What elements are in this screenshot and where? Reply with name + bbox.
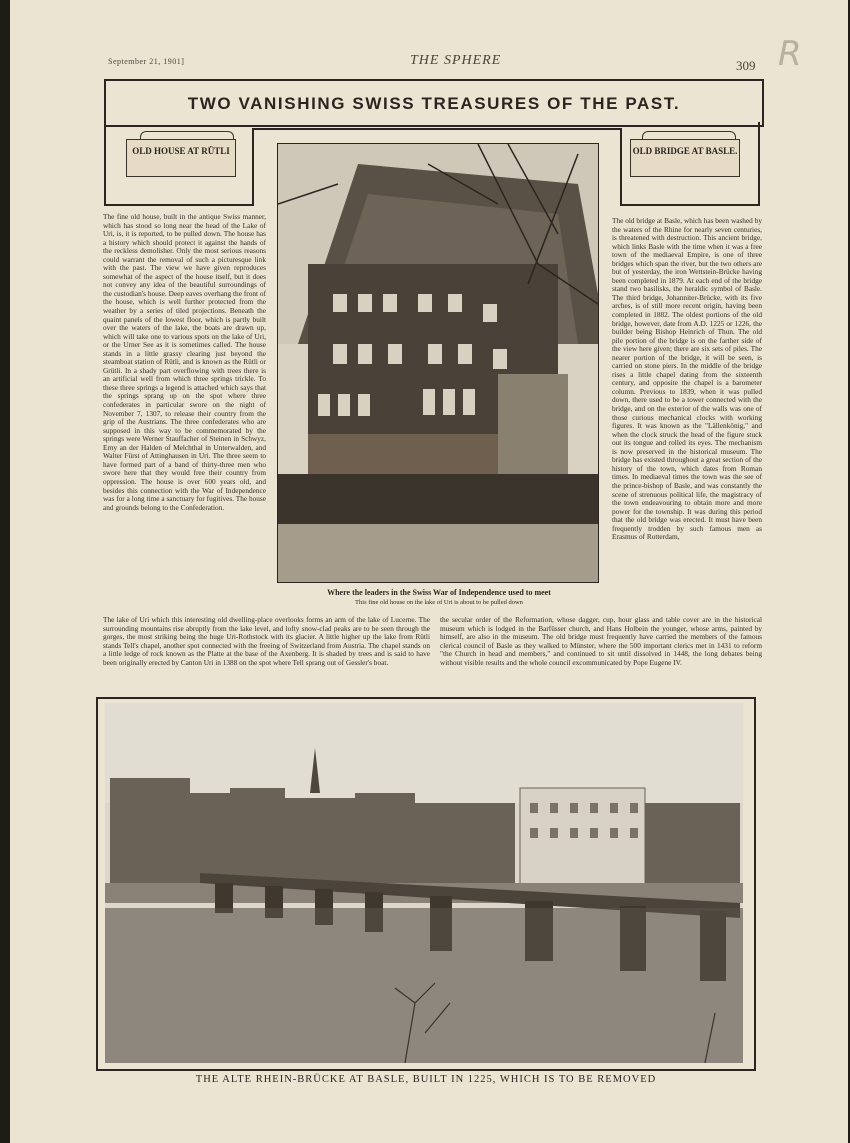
column-text: The fine old house, built in the antique Swiss manner, which has stood so long near the head of the Lake of Uri, is, it is reported, to be pulled down. The house has a history which should protect it against the hands of the reckless demolisher. Only the most serious reasons could warrant the removal of such a picturesque link with the past. The view we have given reproduces somewhat of the aspect of the house itself, but it does not convey any idea of the beautiful surroundings of the custodian's house. Deep eaves overhang the front of the house, which is well further protected from the weather by a series of tiled projections. Beneath the quaint panels of the lowest floor, which is partly built over the waters of the lake, the boats are drawn up, which will take one to various spots on the lake of Uri, or the Urner See as it is sometimes called. The house stands in a little grassy clearing just beyond the steamboat station of Rütli, and is known as the Rütli or Grütli. In a shady part overflowing with trees there is an artificial well from which three springs trickle. To these three springs a legend is attached which says that the springs sprang up on the spot where three confederates in particular swore on the night of November 7, 1307, to release their country from the grip of the Austrians. The three confederates who are supposed in this way to be commemorated by the springs were Werner Stauffacher of Steinen in Schwyz, Erny an der Halden of Melchthal in Unterwalden, and Walter Fürst of Attinghausen in Uri. The three seem to have formed part of a band of thirty-three men who swore here that they would free their country from oppression. The house is over 600 years old, and besides this connection with the War of Independence was for a long time a sanctuary for fugitives. The house and grounds belong to the Confederation. bbox=[103, 213, 266, 512]
article-column-right bbox=[612, 217, 762, 619]
house-subcaption: This fine old house on the lake of Uri is about to be pulled down bbox=[355, 599, 523, 606]
article-lower-left bbox=[103, 616, 430, 692]
article-column-left bbox=[103, 213, 266, 615]
house-photograph bbox=[277, 143, 599, 583]
column-text: The old bridge at Basle, which has been washed by the waters of the Rhine for nearly seven centuries, is threatened with destruction. This ancient bridge, which links Basle with the time when it was a free town of the mediaeval Empire, is one of three bridges which span the river, but the two others are but of yesterday, the iron Wettstein-Brücke having been completed in 1879. At each end of the bridge stand two basilisks, the heraldic symbol of Basle. The third bridge, Johanniter-Brücke, with its five arches, is of still more recent origin, having been completed in 1882. The oldest portions of the old bridge, however, date from A.D. 1225 or 1226, the builder being Bishop Heinrich of Thun. The old pile portion of the bridge is on the farther side of the view here given; there are six sets of piles. The nearer portion of the bridge, it will be seen, is carried on stone piers. In the middle of the bridge rises a little chapel dating from the sixteenth century, and opposite the chapel is a barometer column. Previous to 1839, when it was pulled down, there used to be a tower connected with the bridge, and on the exterior of the walls was one of those curious mechanical clocks with working figures. It was known as the "Lällenkönig," and when the clock struck the head of the figure stuck out its tongue and rolled its eyes. The mechanism is now preserved in the historical museum. The bridge has existed throughout a great section of the history of the town, which dates from Roman times. In mediaeval times the town was the see of the prince-bishop of Basle, and was constantly the scene of strenuous political life, the magistracy of the town endeavouring to obtain more and more power for the township. It was during this period that the old bridge was erected. It must have been frequently trodden by such famous men as Erasmus of Rotterdam, bbox=[612, 217, 762, 542]
bridge-illustration bbox=[105, 703, 743, 1063]
page-title: TWO VANISHING SWISS TREASURES OF THE PAST. bbox=[187, 94, 681, 113]
column-text: The lake of Uri which this interesting old dwelling-place overlooks forms an arm of the lake of Lucerne. The surrounding mountains rise abruptly from the lake level, and lofty snow-clad peaks are to be seen through the gorges, the most striking being the huge Uri-Rothstock with its glacier. A little higher up the lake from Rütli stands Tell's chapel, another spot connected with the freeing of Switzerland from Austria. The chapel stands on a little ledge of rock known as the Platte at the base of the Axenberg. It is shaded by trees and is said to have been originally erected by Canton Uri in 1388 on the spot where Tell sprang out of Gessler's boat. bbox=[103, 616, 430, 667]
plaque-old-house: OLD HOUSE AT RÜTLI bbox=[126, 139, 236, 177]
frame-rule bbox=[758, 122, 760, 205]
pencil-annotation: R bbox=[778, 34, 802, 74]
frame-rule bbox=[620, 204, 760, 206]
frame-rule bbox=[252, 128, 622, 130]
issue-date: September 21, 1901] bbox=[108, 57, 185, 66]
article-lower-right bbox=[440, 616, 762, 692]
plaque-old-bridge: OLD BRIDGE AT BASLE. bbox=[630, 139, 740, 177]
column-text: the secular order of the Reformation, whose dagger, cup, hour glass and table cover are in the historical museum which is lodged in the Barfüsser church, and Hans Holbein the younger, whose arms, painted by himself, are also in the museum. The old bridge must frequently have carried the members of the famous clerical council of Basle as they walked to Münster, where the 500 important clerics met in 1431 to reform "the Church in head and members," and continued to sit until dissolved in 1448, the long debates being without visible results and the whole council excommunicated by Pope Eugene IV. bbox=[440, 616, 762, 667]
frame-rule bbox=[104, 204, 252, 206]
magazine-page bbox=[10, 0, 848, 1143]
frame-rule bbox=[252, 128, 254, 206]
bridge-caption: THE ALTE RHEIN-BRÜCKE AT BASLE, BUILT IN 1225, WHICH IS TO BE REMOVED bbox=[195, 1074, 657, 1085]
bridge-photograph bbox=[105, 703, 743, 1063]
house-caption: Where the leaders in the Swiss War of Independence used to meet bbox=[327, 588, 551, 597]
frame-rule bbox=[620, 128, 622, 206]
house-illustration bbox=[278, 144, 598, 582]
running-title: THE SPHERE bbox=[410, 53, 502, 68]
page-number: 309 bbox=[736, 58, 756, 73]
frame-rule bbox=[104, 122, 106, 205]
